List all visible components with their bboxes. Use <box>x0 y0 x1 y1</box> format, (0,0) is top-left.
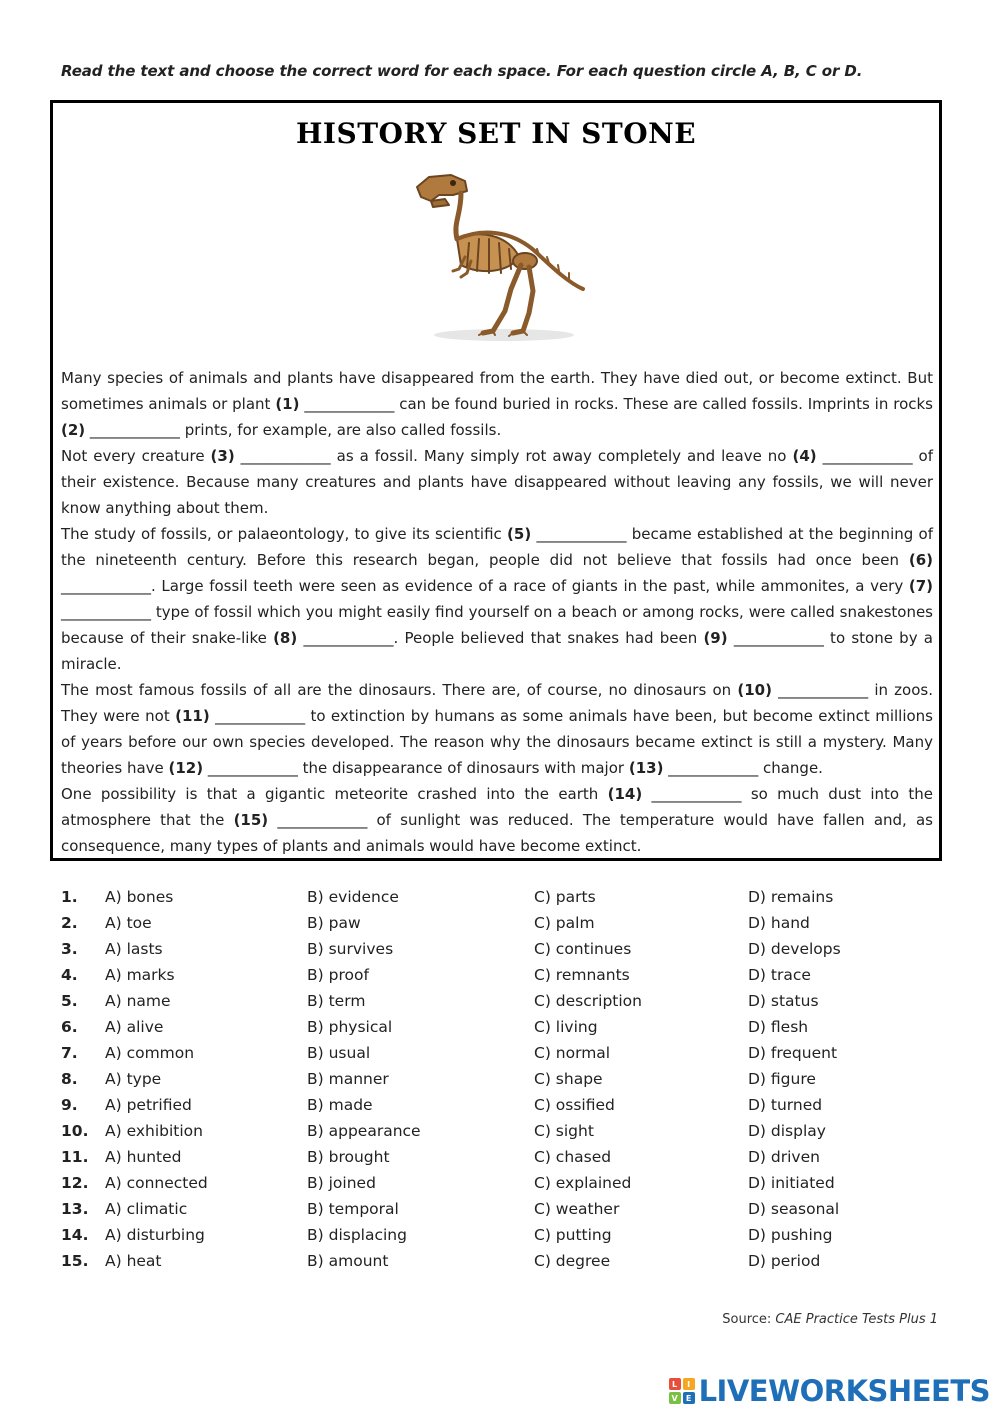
question-number: 10. <box>61 1122 89 1140</box>
liveworksheets-logo-icon <box>669 1378 695 1404</box>
option-c[interactable]: C) living <box>534 1018 598 1036</box>
question-number: 14. <box>61 1226 89 1244</box>
gap-number: (9) <box>703 629 728 647</box>
option-b[interactable]: B) usual <box>307 1044 371 1062</box>
question-row <box>61 1040 941 1066</box>
option-d[interactable]: D) figure <box>748 1070 816 1088</box>
option-a[interactable]: A) common <box>105 1044 195 1062</box>
gap-number: (3) <box>210 447 235 465</box>
question-row <box>61 1014 941 1040</box>
option-b[interactable]: B) appearance <box>307 1122 421 1140</box>
option-c[interactable]: C) remnants <box>534 966 630 984</box>
option-a[interactable]: A) alive <box>105 1018 164 1036</box>
question-row <box>61 962 941 988</box>
option-c[interactable]: C) palm <box>534 914 595 932</box>
option-c[interactable]: C) description <box>534 992 642 1010</box>
passage-text: The most famous fossils of all are the dinosaurs. There are, of course, no dinosaurs on <box>61 681 738 699</box>
gap-number: (4) <box>792 447 817 465</box>
question-row <box>61 1248 941 1274</box>
option-d[interactable]: D) initiated <box>748 1174 835 1192</box>
question-number: 15. <box>61 1252 89 1270</box>
passage-text: One possibility is that a gigantic meteorite crashed into the earth <box>61 785 608 803</box>
option-b[interactable]: B) manner <box>307 1070 389 1088</box>
option-c[interactable]: C) degree <box>534 1252 611 1270</box>
passage-text: Many species of animals and plants have disappeared from the earth. They have died out, or become extinct. But sometimes animals or plant <box>61 369 933 413</box>
gap-number: (1) <box>275 395 300 413</box>
passage-text: Not every creature <box>61 447 211 465</box>
question-number: 12. <box>61 1174 89 1192</box>
option-c[interactable]: C) parts <box>534 888 596 906</box>
gap-number: (2) <box>61 421 86 439</box>
gap-number: (10) <box>737 681 772 699</box>
passage-text: ____________ the disappearance of dinosaurs with major <box>203 759 629 777</box>
gap-number: (11) <box>175 707 210 725</box>
gap-number: (5) <box>507 525 532 543</box>
gap-number: (7) <box>908 577 933 595</box>
question-number: 9. <box>61 1096 78 1114</box>
answer-options-list <box>61 884 941 1274</box>
option-a[interactable]: A) bones <box>105 888 174 906</box>
option-d[interactable]: D) develops <box>748 940 841 958</box>
question-number: 7. <box>61 1044 78 1062</box>
option-a[interactable]: A) exhibition <box>105 1122 203 1140</box>
passage-paragraph <box>61 443 933 521</box>
option-b[interactable]: B) survives <box>307 940 394 958</box>
option-a[interactable]: A) marks <box>105 966 175 984</box>
gap-number: (6) <box>908 551 933 569</box>
logo-tile: V <box>669 1392 681 1404</box>
passage-paragraph <box>61 365 933 443</box>
option-b[interactable]: B) physical <box>307 1018 393 1036</box>
question-row <box>61 1092 941 1118</box>
option-c[interactable]: C) continues <box>534 940 632 958</box>
question-row <box>61 1196 941 1222</box>
passage-text: ____________ to extinction by humans as some animals have been, but become extinct millions of years before our own species developed. The reason why the dinosaurs became extinct is still a mystery. Many theories have <box>61 707 933 777</box>
question-row <box>61 1222 941 1248</box>
passage-text: ____________ as a fossil. Many simply rot away completely and leave no <box>234 447 793 465</box>
gap-number: (12) <box>168 759 204 777</box>
question-row <box>61 936 941 962</box>
option-b[interactable]: B) made <box>307 1096 373 1114</box>
option-d[interactable]: D) flesh <box>748 1018 809 1036</box>
question-number: 13. <box>61 1200 89 1218</box>
gap-number: (14) <box>607 785 643 803</box>
option-c[interactable]: C) putting <box>534 1226 612 1244</box>
question-row <box>61 1066 941 1092</box>
option-a[interactable]: A) hunted <box>105 1148 182 1166</box>
option-a[interactable]: A) toe <box>105 914 152 932</box>
question-row <box>61 1170 941 1196</box>
liveworksheets-brand-text: LIVEWORKSHEETS <box>698 1374 990 1408</box>
option-d[interactable]: D) period <box>748 1252 821 1270</box>
question-number: 11. <box>61 1148 89 1166</box>
question-number: 2. <box>61 914 78 932</box>
gap-number: (15) <box>233 811 269 829</box>
passage-text: ____________ prints, for example, are also called fossils. <box>85 421 502 439</box>
option-a[interactable]: A) lasts <box>105 940 163 958</box>
question-row <box>61 884 941 910</box>
passage-text: ____________ so much dust into the atmosphere that the <box>61 785 933 829</box>
option-b[interactable]: B) joined <box>307 1174 376 1192</box>
option-a[interactable]: A) type <box>105 1070 162 1088</box>
logo-tile: L <box>669 1378 681 1390</box>
option-c[interactable]: C) shape <box>534 1070 603 1088</box>
logo-tile: E <box>683 1392 695 1404</box>
passage-paragraph <box>61 677 933 781</box>
instructions: Read the text and choose the correct word for each space. For each question circle A, B, C or D. <box>61 62 863 80</box>
option-b[interactable]: B) brought <box>307 1148 390 1166</box>
question-row <box>61 910 941 936</box>
option-c[interactable]: C) ossified <box>534 1096 615 1114</box>
passage-text: ____________ of their existence. Because many creatures and plants have disappeared without leaving any fossils, we will never know anything about them. <box>61 447 934 517</box>
source-credit: Source: CAE Practice Tests Plus 1 <box>722 1312 938 1327</box>
option-c[interactable]: C) sight <box>534 1122 594 1140</box>
option-d[interactable]: D) trace <box>748 966 811 984</box>
question-row <box>61 988 941 1014</box>
passage-text: ____________ change. <box>663 759 823 777</box>
question-row <box>61 1144 941 1170</box>
option-d[interactable]: D) turned <box>748 1096 823 1114</box>
option-d[interactable]: D) frequent <box>748 1044 838 1062</box>
page-title: HISTORY SET IN STONE <box>295 117 697 150</box>
option-c[interactable]: C) chased <box>534 1148 612 1166</box>
question-number: 3. <box>61 940 78 958</box>
question-number: 4. <box>61 966 78 984</box>
option-d[interactable]: D) pushing <box>748 1226 833 1244</box>
question-row <box>61 1118 941 1144</box>
option-d[interactable]: D) status <box>748 992 819 1010</box>
option-c[interactable]: C) explained <box>534 1174 632 1192</box>
passage-text: The study of fossils, or palaeontology, to give its scientific <box>61 525 508 543</box>
option-b[interactable]: B) proof <box>307 966 369 984</box>
question-number: 1. <box>61 888 78 906</box>
option-d[interactable]: D) seasonal <box>748 1200 840 1218</box>
option-d[interactable]: D) remains <box>748 888 834 906</box>
passage-text: ____________ of sunlight was reduced. The temperature would have fallen and, as consequence, many types of plants and animals would have become extinct. <box>61 811 933 855</box>
passage-text: ____________. People believed that snakes had been <box>297 629 704 647</box>
question-number: 6. <box>61 1018 78 1036</box>
option-a[interactable]: A) connected <box>105 1174 208 1192</box>
passage-text: ____________ type of fossil which you might easily find yourself on a beach or among rocks, were called snakestones because of their snake-like <box>61 603 933 647</box>
option-a[interactable]: A) climatic <box>105 1200 188 1218</box>
gap-number: (8) <box>273 629 298 647</box>
option-a[interactable]: A) heat <box>105 1252 162 1270</box>
question-number: 8. <box>61 1070 78 1088</box>
passage-text: ____________ can be found buried in rocks. These are called fossils. Imprints in rocks <box>299 395 933 413</box>
question-number: 5. <box>61 992 78 1010</box>
passage-paragraph <box>61 521 933 677</box>
reading-text-box <box>50 100 942 861</box>
passage-text: ____________. Large fossil teeth were seen as evidence of a race of giants in the past, while ammonites, a very <box>61 577 909 595</box>
option-b[interactable]: B) displacing <box>307 1226 407 1244</box>
passage-paragraph <box>61 781 933 859</box>
option-d[interactable]: D) hand <box>748 914 810 932</box>
option-a[interactable]: A) name <box>105 992 171 1010</box>
option-c[interactable]: C) normal <box>534 1044 611 1062</box>
option-b[interactable]: B) evidence <box>307 888 399 906</box>
option-a[interactable]: A) petrified <box>105 1096 192 1114</box>
logo-tile: I <box>683 1378 695 1390</box>
option-b[interactable]: B) paw <box>307 914 361 932</box>
option-b[interactable]: B) amount <box>307 1252 389 1270</box>
option-d[interactable]: D) display <box>748 1122 826 1140</box>
passage-text: ____________ in zoos. They were not <box>61 681 933 725</box>
dinosaur-skeleton-icon <box>409 165 589 345</box>
passage-text: ____________ to stone by a miracle. <box>61 629 933 673</box>
reading-passage <box>61 365 933 859</box>
gap-number: (13) <box>628 759 664 777</box>
option-a[interactable]: A) disturbing <box>105 1226 205 1244</box>
option-b[interactable]: B) temporal <box>307 1200 399 1218</box>
option-c[interactable]: C) weather <box>534 1200 620 1218</box>
option-b[interactable]: B) term <box>307 992 366 1010</box>
option-d[interactable]: D) driven <box>748 1148 820 1166</box>
passage-text: ____________ became established at the beginning of the nineteenth century. Before this research began, people did not believe that fossils had once been <box>61 525 933 569</box>
liveworksheets-logo <box>669 1374 990 1408</box>
